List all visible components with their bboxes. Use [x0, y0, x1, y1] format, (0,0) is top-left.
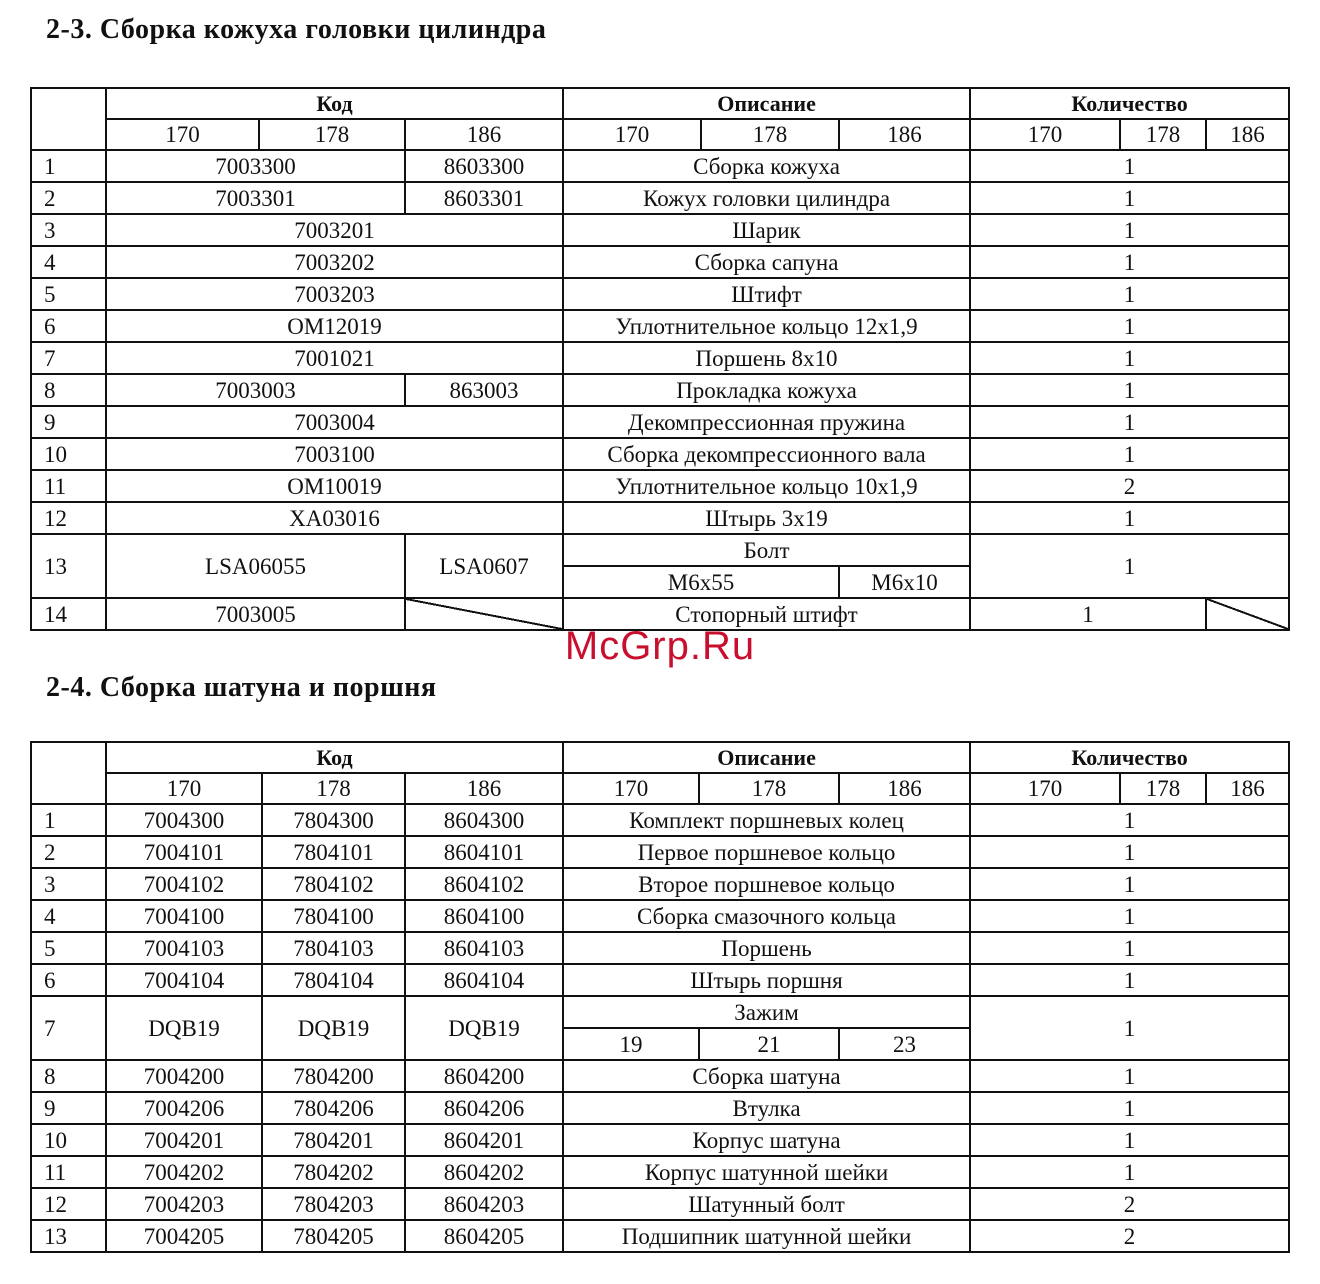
description-cell: Шарик: [563, 214, 970, 246]
description-variant-cell: M6x10: [839, 566, 970, 598]
code-cell: 7003300: [106, 150, 405, 182]
code-cell: 7804202: [262, 1156, 405, 1188]
row-number: 2: [31, 836, 106, 868]
description-cell: Подшипник шатунной шейки: [563, 1220, 970, 1252]
table-row: [31, 996, 1289, 1028]
header-qty-model: 170: [970, 773, 1120, 804]
code-cell: 8604100: [405, 900, 563, 932]
header-qty-model: 186: [1206, 773, 1289, 804]
row-number: 9: [31, 406, 106, 438]
quantity-cell: 1: [970, 342, 1289, 374]
table-row: [31, 438, 1289, 470]
table-row: [31, 150, 1289, 182]
section-title-cylinder-head-cover: 2-3. Сборка кожуха головки цилиндра: [46, 14, 547, 45]
table-row: [31, 1124, 1289, 1156]
quantity-cell: 1: [970, 534, 1289, 598]
quantity-cell: 1: [970, 836, 1289, 868]
table-row: [31, 534, 1289, 566]
code-cell: DQB19: [106, 996, 262, 1060]
code-cell: 7804205: [262, 1220, 405, 1252]
table-row: [31, 214, 1289, 246]
header-code-model: 186: [405, 773, 563, 804]
quantity-cell: 1: [970, 804, 1289, 836]
quantity-cell: 1: [970, 182, 1289, 214]
table-row: [31, 836, 1289, 868]
code-cell: OM10019: [106, 470, 563, 502]
row-number: 10: [31, 438, 106, 470]
code-cell: 7004201: [106, 1124, 262, 1156]
code-cell: 7804101: [262, 836, 405, 868]
code-cell: 8604202: [405, 1156, 563, 1188]
row-number: 1: [31, 150, 106, 182]
code-cell: 7804203: [262, 1188, 405, 1220]
header-desc-model: 170: [563, 119, 701, 150]
description-cell: Штырь поршня: [563, 964, 970, 996]
code-cell: 7004203: [106, 1188, 262, 1220]
header-code: Код: [106, 88, 563, 119]
code-cell: XA03016: [106, 502, 563, 534]
row-number: 12: [31, 1188, 106, 1220]
table-row: [31, 1188, 1289, 1220]
row-number: 6: [31, 964, 106, 996]
description-cell: Зажим: [563, 996, 970, 1028]
table-row: [31, 374, 1289, 406]
quantity-cell: 1: [970, 406, 1289, 438]
header-code-model: 178: [259, 119, 405, 150]
description-cell: Шатунный болт: [563, 1188, 970, 1220]
quantity-cell: 1: [970, 996, 1289, 1060]
description-cell: Первое поршневое кольцо: [563, 836, 970, 868]
code-cell: 7804102: [262, 868, 405, 900]
description-cell: Уплотнительное кольцо 10х1,9: [563, 470, 970, 502]
quantity-cell: 1: [970, 1092, 1289, 1124]
code-cell: 7804200: [262, 1060, 405, 1092]
table-body: [31, 150, 1289, 630]
quantity-cell: 1: [970, 246, 1289, 278]
code-cell: 7004102: [106, 868, 262, 900]
header-desc-model: 178: [699, 773, 839, 804]
code-cell: 7004100: [106, 900, 262, 932]
row-number: 10: [31, 1124, 106, 1156]
description-cell: Поршень: [563, 932, 970, 964]
row-number: 4: [31, 900, 106, 932]
table-row: [31, 406, 1289, 438]
description-variant-cell: 23: [839, 1028, 970, 1060]
code-cell: 7004300: [106, 804, 262, 836]
row-number: 6: [31, 310, 106, 342]
code-cell: 7804201: [262, 1124, 405, 1156]
code-cell: 7004200: [106, 1060, 262, 1092]
description-cell: Поршень 8х10: [563, 342, 970, 374]
description-cell: Сборка кожуха: [563, 150, 970, 182]
row-number: 7: [31, 996, 106, 1060]
table-row: [31, 964, 1289, 996]
row-number: 11: [31, 470, 106, 502]
table-row: [31, 310, 1289, 342]
code-cell: 8604103: [405, 932, 563, 964]
header-code-model: 178: [262, 773, 405, 804]
code-cell: 8604104: [405, 964, 563, 996]
description-cell: Штифт: [563, 278, 970, 310]
row-number: 9: [31, 1092, 106, 1124]
code-cell: 7004101: [106, 836, 262, 868]
code-cell: 7003100: [106, 438, 563, 470]
code-cell: 7003201: [106, 214, 563, 246]
header-desc-model: 186: [839, 773, 970, 804]
code-cell: 7804300: [262, 804, 405, 836]
code-cell: 7004205: [106, 1220, 262, 1252]
description-cell: Сборка смазочного кольца: [563, 900, 970, 932]
description-cell: Комплект поршневых колец: [563, 804, 970, 836]
table-row: [31, 1060, 1289, 1092]
description-cell: Стопорный штифт: [563, 598, 970, 630]
table-row: [31, 900, 1289, 932]
header-qty-model: 178: [1120, 119, 1206, 150]
quantity-cell: 1: [970, 1156, 1289, 1188]
header-qty-model: 170: [970, 119, 1120, 150]
header-description: Описание: [563, 742, 970, 773]
description-cell: Сборка декомпрессионного вала: [563, 438, 970, 470]
table-row: [31, 470, 1289, 502]
quantity-cell: 1: [970, 900, 1289, 932]
quantity-cell: 1: [970, 598, 1206, 630]
table-row: [31, 1156, 1289, 1188]
table-row: [31, 868, 1289, 900]
header-qty-model: 186: [1206, 119, 1289, 150]
code-cell: 8603301: [405, 182, 563, 214]
description-cell: Штырь 3х19: [563, 502, 970, 534]
description-variant-cell: 19: [563, 1028, 699, 1060]
description-cell: Втулка: [563, 1092, 970, 1124]
description-variant-cell: 21: [699, 1028, 839, 1060]
table-row: [31, 1092, 1289, 1124]
quantity-cell: 1: [970, 150, 1289, 182]
table-row: [31, 1220, 1289, 1252]
quantity-cell: 1: [970, 374, 1289, 406]
description-cell: Декомпрессионная пружина: [563, 406, 970, 438]
quantity-cell: 1: [970, 932, 1289, 964]
code-cell: 7003003: [106, 374, 405, 406]
header-code-model: 170: [106, 773, 262, 804]
quantity-cell: 2: [970, 1220, 1289, 1252]
code-cell: 7003202: [106, 246, 563, 278]
code-cell: 8603300: [405, 150, 563, 182]
code-cell: 7001021: [106, 342, 563, 374]
description-cell: Болт: [563, 534, 970, 566]
code-cell: 8604201: [405, 1124, 563, 1156]
row-number: 1: [31, 804, 106, 836]
code-cell: 7003004: [106, 406, 563, 438]
table-header: [31, 742, 1289, 804]
code-cell: 7804206: [262, 1092, 405, 1124]
quantity-cell: 1: [970, 964, 1289, 996]
code-cell: 8604102: [405, 868, 563, 900]
description-cell: Корпус шатунной шейки: [563, 1156, 970, 1188]
parts-table-cylinder-head-cover: [30, 87, 1290, 631]
quantity-cell: 2: [970, 470, 1289, 502]
table-row: [31, 502, 1289, 534]
code-cell: 7003005: [106, 598, 405, 630]
header-description: Описание: [563, 88, 970, 119]
row-number: 12: [31, 502, 106, 534]
table-row: [31, 932, 1289, 964]
quantity-cell: 1: [970, 502, 1289, 534]
code-cell: 7003301: [106, 182, 405, 214]
row-number: 8: [31, 1060, 106, 1092]
quantity-cell: 1: [970, 1124, 1289, 1156]
table-body: [31, 804, 1289, 1252]
row-number: 3: [31, 868, 106, 900]
code-cell: 7804104: [262, 964, 405, 996]
description-cell: Второе поршневое кольцо: [563, 868, 970, 900]
quantity-cell: 1: [970, 438, 1289, 470]
table-row: [31, 342, 1289, 374]
parts-table-connecting-rod-piston: [30, 741, 1290, 1253]
quantity-cell: 2: [970, 1188, 1289, 1220]
description-variant-cell: M6x55: [563, 566, 839, 598]
table-header: [31, 88, 1289, 150]
row-number: 5: [31, 932, 106, 964]
row-number: 2: [31, 182, 106, 214]
header-desc-model: 170: [563, 773, 699, 804]
row-number: 5: [31, 278, 106, 310]
quantity-cell: 1: [970, 1060, 1289, 1092]
quantity-cell: 1: [970, 278, 1289, 310]
row-number: 13: [31, 1220, 106, 1252]
code-cell: 7004103: [106, 932, 262, 964]
header-desc-model: 186: [839, 119, 970, 150]
code-cell: 7804100: [262, 900, 405, 932]
row-number: 13: [31, 534, 106, 598]
description-cell: Корпус шатуна: [563, 1124, 970, 1156]
row-number: 8: [31, 374, 106, 406]
quantity-cell: 1: [970, 310, 1289, 342]
header-number-cell: [31, 742, 106, 804]
code-cell: LSA06055: [106, 534, 405, 598]
row-number: 3: [31, 214, 106, 246]
code-cell: OM12019: [106, 310, 563, 342]
header-code-model: 186: [405, 119, 563, 150]
description-cell: Сборка сапуна: [563, 246, 970, 278]
code-cell: 8604205: [405, 1220, 563, 1252]
table-row: [31, 246, 1289, 278]
quantity-cell: 1: [970, 214, 1289, 246]
row-number: 11: [31, 1156, 106, 1188]
code-cell: DQB19: [405, 996, 563, 1060]
description-cell: Уплотнительное кольцо 12х1,9: [563, 310, 970, 342]
code-cell: LSA0607: [405, 534, 563, 598]
header-code-model: 170: [106, 119, 259, 150]
description-cell: Кожух головки цилиндра: [563, 182, 970, 214]
code-cell: 8604300: [405, 804, 563, 836]
table-row: [31, 804, 1289, 836]
row-number: 7: [31, 342, 106, 374]
code-cell: 7003203: [106, 278, 563, 310]
code-cell: 7004202: [106, 1156, 262, 1188]
code-cell: 8604101: [405, 836, 563, 868]
code-cell: 7004104: [106, 964, 262, 996]
quantity-cell: 1: [970, 868, 1289, 900]
header-qty-model: 178: [1120, 773, 1206, 804]
code-cell: 7004206: [106, 1092, 262, 1124]
header-code: Код: [106, 742, 563, 773]
header-quantity: Количество: [970, 88, 1289, 119]
header-quantity: Количество: [970, 742, 1289, 773]
description-cell: Сборка шатуна: [563, 1060, 970, 1092]
header-desc-model: 178: [701, 119, 839, 150]
table-row: [31, 182, 1289, 214]
row-number: 14: [31, 598, 106, 630]
code-cell: DQB19: [262, 996, 405, 1060]
watermark: McGrp.Ru: [564, 624, 756, 668]
header-number-cell: [31, 88, 106, 150]
row-number: 4: [31, 246, 106, 278]
code-cell: 8604200: [405, 1060, 563, 1092]
section-title-connecting-rod-piston: 2-4. Сборка шатуна и поршня: [46, 672, 437, 703]
table-row: [31, 278, 1289, 310]
code-cell: 863003: [405, 374, 563, 406]
code-cell: 8604203: [405, 1188, 563, 1220]
code-cell: 7804103: [262, 932, 405, 964]
description-cell: Прокладка кожуха: [563, 374, 970, 406]
code-cell: 8604206: [405, 1092, 563, 1124]
